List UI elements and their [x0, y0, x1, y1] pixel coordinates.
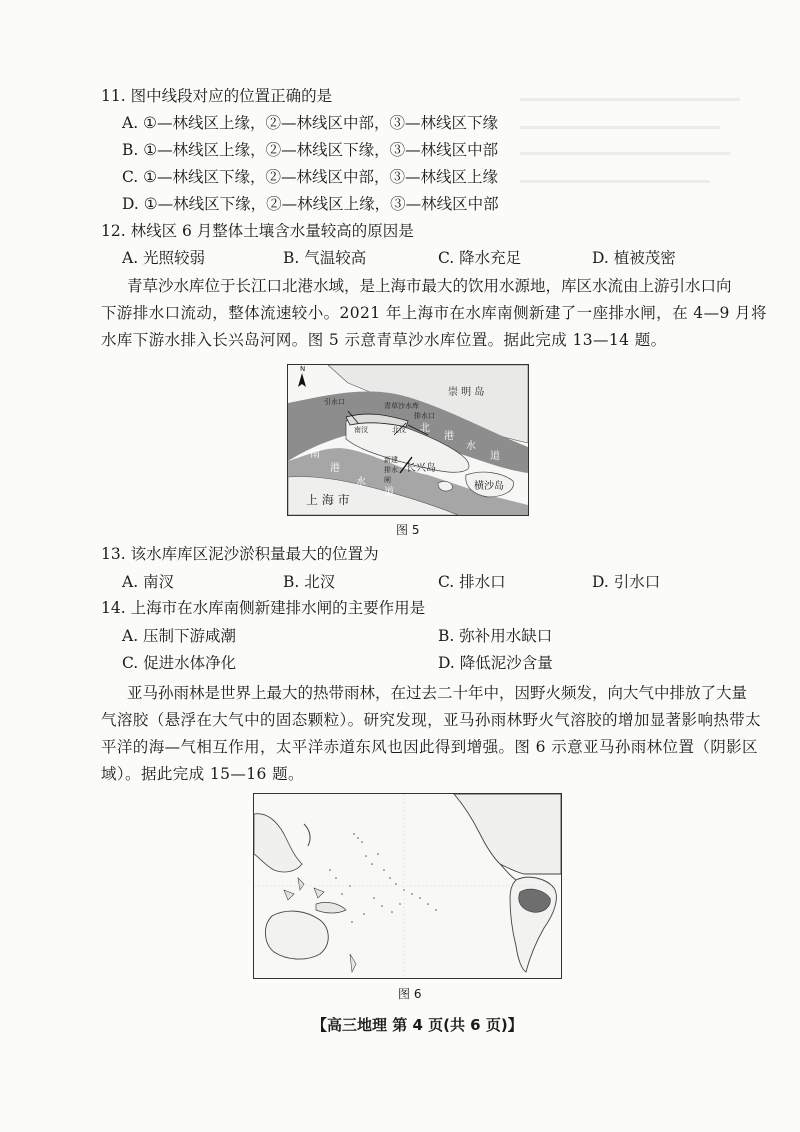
option-d: D. 植被茂密: [592, 249, 676, 267]
passage-line: 气溶胶（悬浮在大气中的固态颗粒）。研究发现，亚马孙雨林野火气溶胶的增加显著影响热带太: [101, 711, 762, 729]
figure-5-caption: 图 5: [396, 523, 420, 537]
option-a: A. ①—林线区上缘，②—林线区中部，③—林线区下缘: [122, 114, 498, 132]
new-sluice-label: 新建排水闸: [384, 456, 398, 484]
outlet-label: 排水口: [414, 412, 435, 420]
changxing-label: 长兴岛: [406, 463, 436, 474]
figure-6-map: [253, 793, 562, 979]
passage-line: 下游排水口流动，整体流速较小。2021 年上海市在水库南侧新建了一座排水闸，在 4—9 月将: [101, 304, 767, 322]
option-c: C. ①—林线区下缘，②—林线区中部，③—林线区上缘: [122, 168, 499, 186]
south-branch-label: 南汊: [354, 426, 368, 434]
figure-5-map: [287, 364, 529, 516]
option-c: C. 排水口: [438, 573, 506, 591]
water-inlet-label: 引水口: [324, 398, 345, 406]
option-b: B. 北汊: [283, 573, 336, 591]
passage-line: 水库下游水排入长兴岛河网。图 5 示意青草沙水库位置。据此完成 13—14 题。: [101, 331, 667, 349]
option-d: D. 降低泥沙含量: [438, 654, 553, 672]
passage-line: 平洋的海—气相互作用，太平洋赤道东风也因此得到增强。图 6 示意亚马孙雨林位置（阴影区: [101, 738, 758, 756]
channel-char: 水: [466, 441, 476, 452]
page-footer: 【高三地理 第 4 页(共 6 页)】: [312, 1016, 523, 1034]
passage-line: 青草沙水库位于长江口北港水域，是上海市最大的饮用水源地，库区水流由上游引水口向: [127, 277, 732, 295]
north-label: N: [300, 365, 306, 373]
option-a: A. 南汊: [122, 573, 175, 591]
channel-char: 北: [420, 423, 430, 434]
option-d: D. 引水口: [592, 573, 661, 591]
option-b: B. ①—林线区上缘，②—林线区下缘，③—林线区中部: [122, 141, 499, 159]
channel-char: 南: [310, 449, 320, 460]
option-c: C. 降水充足: [438, 249, 522, 267]
shanghai-label: 上 海 市: [306, 493, 350, 507]
option-b: B. 气温较高: [283, 249, 367, 267]
question-stem: 14. 上海市在水库南侧新建排水闸的主要作用是: [101, 599, 426, 617]
channel-char: 道: [490, 451, 500, 462]
option-b: B. 弥补用水缺口: [438, 627, 553, 645]
channel-char: 道: [384, 487, 394, 498]
question-stem: 11. 图中线段对应的位置正确的是: [101, 87, 333, 105]
option-c: C. 促进水体净化: [122, 654, 237, 672]
channel-char: 港: [330, 463, 340, 474]
pacific-map-svg: [254, 794, 561, 978]
option-a: A. 光照较弱: [122, 249, 206, 267]
option-a: A. 压制下游咸潮: [122, 627, 237, 645]
question-stem: 13. 该水库库区泥沙淤积量最大的位置为: [101, 545, 379, 563]
question-stem: 12. 林线区 6 月整体土壤含水量较高的原因是: [101, 222, 414, 240]
channel-char: 港: [444, 431, 454, 442]
chongming-label: 崇 明 岛: [448, 387, 485, 398]
figure-6-caption: 图 6: [398, 987, 422, 1001]
north-branch-label: 北汊: [392, 426, 406, 434]
option-d: D. ①—林线区下缘，②—林线区上缘，③—林线区中部: [122, 195, 499, 213]
hengsha-label: 横沙岛: [474, 481, 504, 492]
passage-line: 亚马孙雨林是世界上最大的热带雨林，在过去二十年中，因野火频发，向大气中排放了大量: [127, 684, 748, 702]
channel-char: 水: [356, 477, 366, 488]
passage-line: 域）。据此完成 15—16 题。: [101, 765, 304, 783]
reservoir-label: 青草沙水库: [384, 402, 419, 410]
